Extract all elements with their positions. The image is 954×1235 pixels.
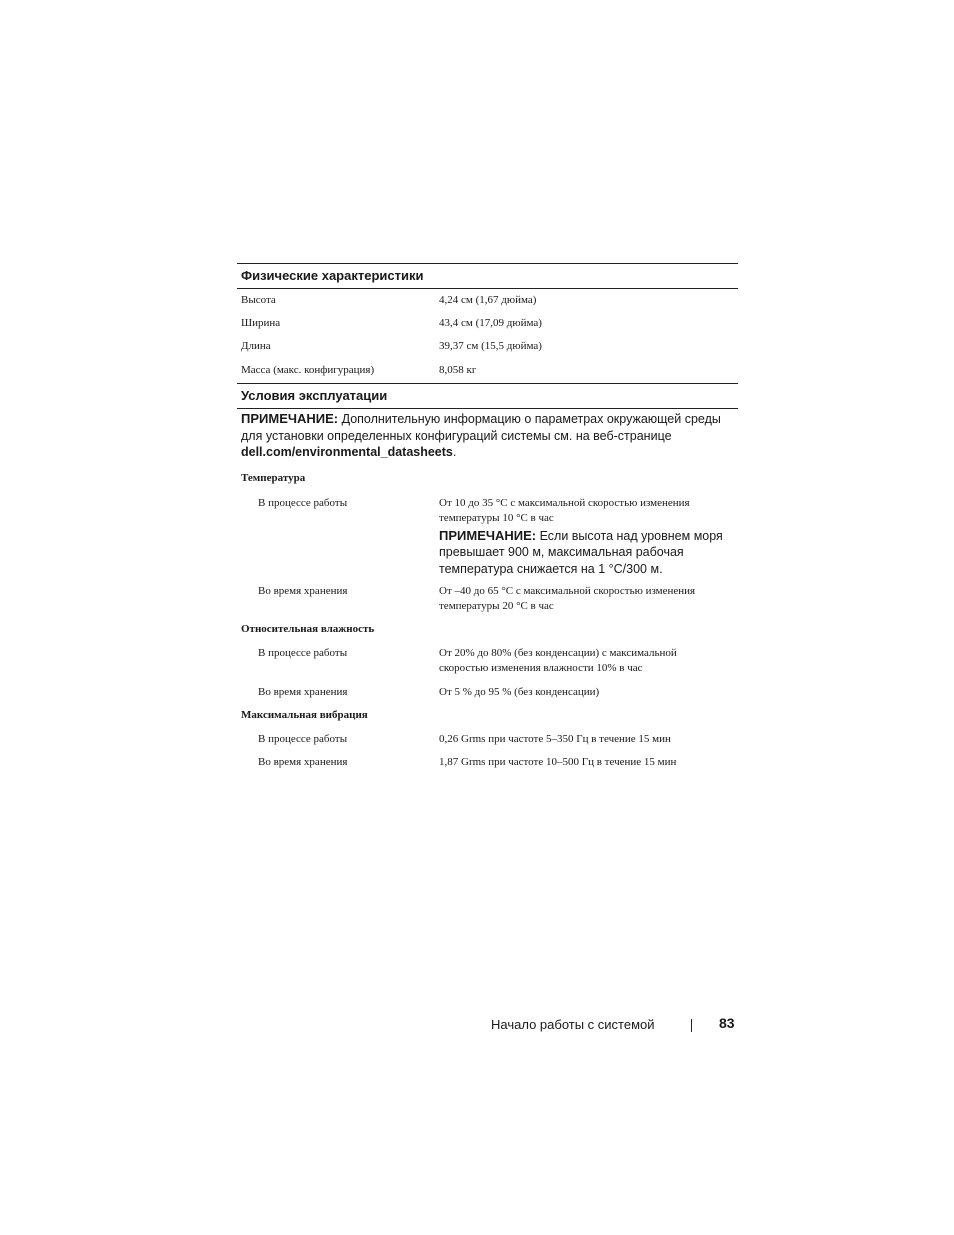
table-row [237, 316, 738, 331]
temperature-note [439, 528, 731, 578]
note-label: ПРИМЕЧАНИЕ: [439, 527, 537, 543]
row-label: Ширина [241, 317, 281, 329]
spec-content [237, 263, 738, 770]
table-row [237, 755, 738, 770]
row-value: 43,4 см (17,09 дюйма) [439, 317, 542, 329]
row-value: 4,24 см (1,67 дюйма) [439, 294, 537, 306]
page-number: 83 [719, 1015, 735, 1031]
environment-note [237, 409, 735, 461]
table-row [237, 584, 738, 614]
temperature-operating-value: От 10 до 35 °C с максимальной скоростью изменения температуры 10 °C в час [439, 496, 690, 524]
page-footer [0, 1015, 954, 1035]
footer-title: Начало работы с системой [491, 1017, 655, 1032]
row-value: 8,058 кг [439, 364, 477, 376]
vibration-heading: Максимальная вибрация [241, 709, 368, 721]
row-value: 39,37 см (15,5 дюйма) [439, 340, 542, 352]
table-row [237, 496, 738, 578]
note-end: . [452, 445, 457, 459]
note-text: Дополнительную информацию о параметрах окружающей среды для установки определенных конфигураций системы см. на веб-странице [241, 412, 721, 443]
footer-divider [691, 1019, 692, 1032]
datasheets-link[interactable]: dell.com/environmental_datasheets [241, 445, 453, 459]
note-text: Если высота над уровнем моря превышает 900 м, максимальная рабочая температура снижается на 1 °C/300 м. [439, 528, 723, 576]
row-label: В процессе работы [258, 496, 348, 509]
row-value: От 20% до 80% (без конденсации) с максимальной скоростью изменения влажности 10% в час [439, 647, 677, 674]
table-row [237, 363, 738, 378]
row-label: Высота [241, 294, 276, 306]
row-value: От –40 до 65 °C с максимальной скоростью изменения температуры 20 °C в час [439, 585, 696, 612]
physical-heading: Физические характеристики [237, 263, 738, 289]
row-label: Во время хранения [258, 686, 348, 698]
row-value: 1,87 Grms при частоте 10–500 Гц в течение 15 мин [439, 756, 677, 768]
note-label: ПРИМЕЧАНИЕ: [241, 411, 339, 426]
row-label: Во время хранения [258, 756, 348, 768]
row-label: Масса (макс. конфигурация) [241, 364, 375, 376]
humidity-heading: Относительная влажность [241, 623, 375, 635]
row-value [439, 496, 738, 578]
table-row [237, 646, 738, 676]
environment-heading: Условия эксплуатации [237, 383, 738, 409]
table-row [237, 732, 738, 747]
table-row [237, 293, 738, 308]
physical-table [237, 289, 738, 378]
row-label: В процессе работы [258, 647, 348, 659]
row-label: В процессе работы [258, 733, 348, 745]
table-row [237, 339, 738, 354]
table-row [237, 685, 738, 700]
row-value: От 5 % до 95 % (без конденсации) [439, 686, 600, 698]
row-label: Во время хранения [258, 585, 348, 597]
row-label: Длина [241, 340, 271, 352]
row-value: 0,26 Grms при частоте 5–350 Гц в течение 15 мин [439, 733, 671, 745]
temperature-heading: Температура [241, 471, 306, 484]
